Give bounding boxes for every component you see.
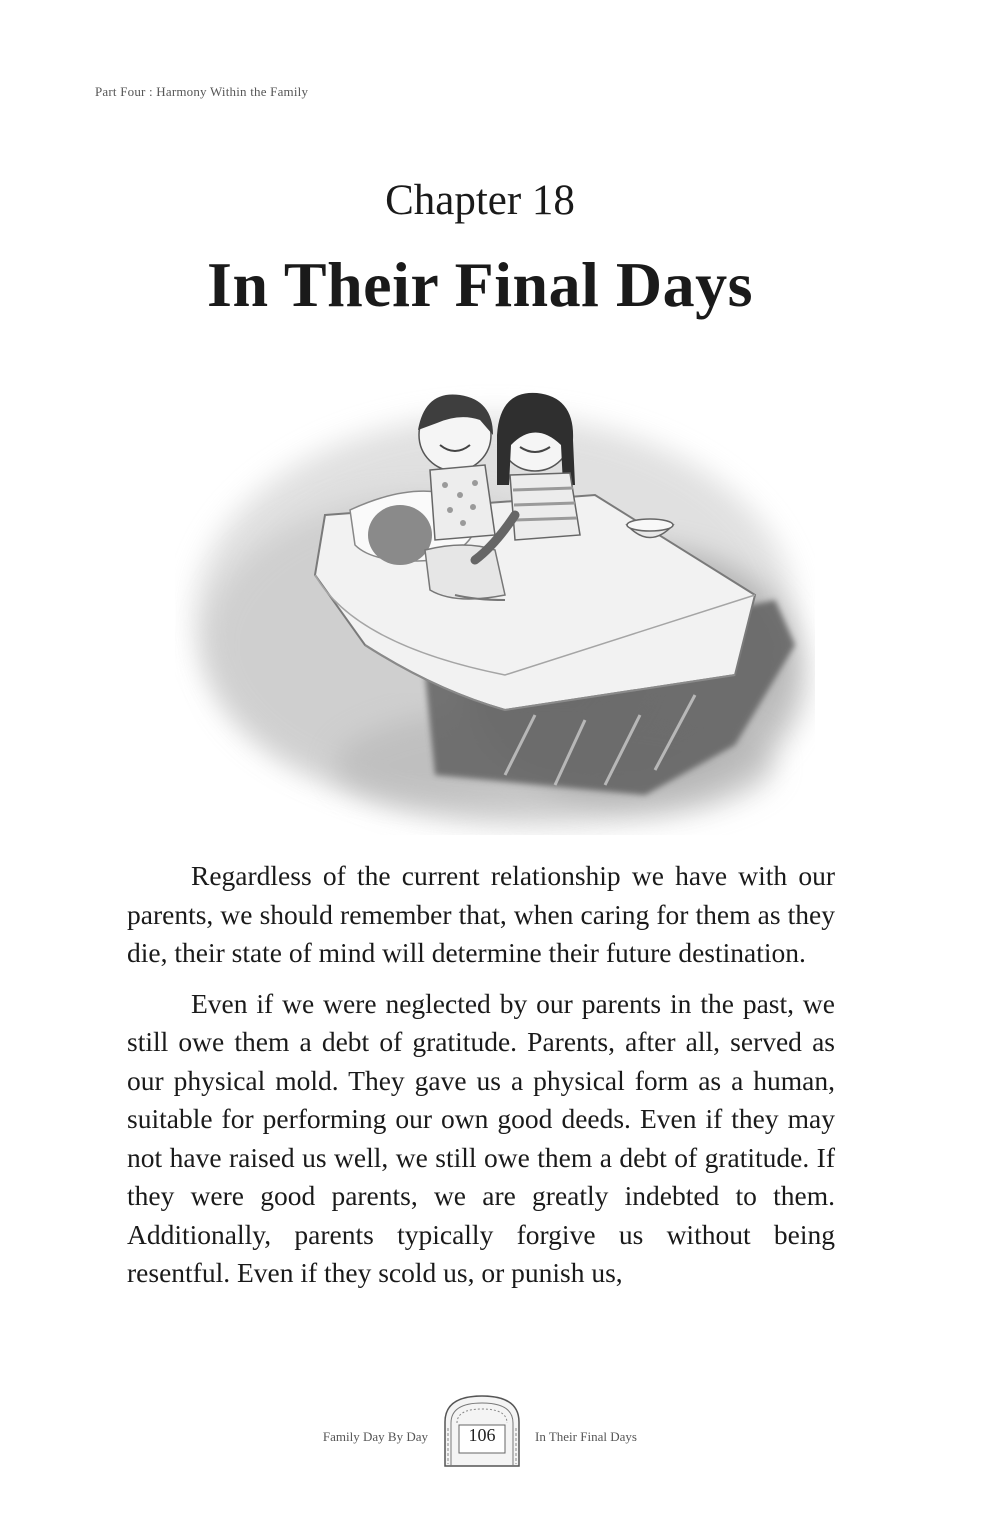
chapter-number: Chapter 18 (385, 177, 575, 224)
page-number: 106 (468, 1425, 496, 1445)
footer-chapter-title: In Their Final Days (535, 1429, 637, 1444)
footer-book-title: Family Day By Day (322, 1429, 428, 1444)
page-footer (0, 1392, 1000, 1472)
bedside-illustration (175, 345, 815, 835)
paragraph: Regardless of the current relationship we have with our parents, we should remember that, when caring for them as they die, their state of mind will determine their future destination. (127, 860, 835, 968)
running-head: Part Four : Harmony Within the Family (95, 84, 309, 99)
paragraph: Even if we were neglected by our parents in the past, we still owe them a debt of gratitude. Parents, after all, served as our physical mold. They gave us a physical form as a human, suitable for performing our own good deeds. Even if they may not have raised us well, we still owe them a debt of gratitude. If they were good parents, we are greatly indebted to them. Additionally, parents typically forgive us without being resentful. Even if they scold us, or punish us, (127, 987, 835, 1288)
chapter-title: In Their Final Days (207, 249, 753, 320)
body-text (127, 857, 835, 1305)
